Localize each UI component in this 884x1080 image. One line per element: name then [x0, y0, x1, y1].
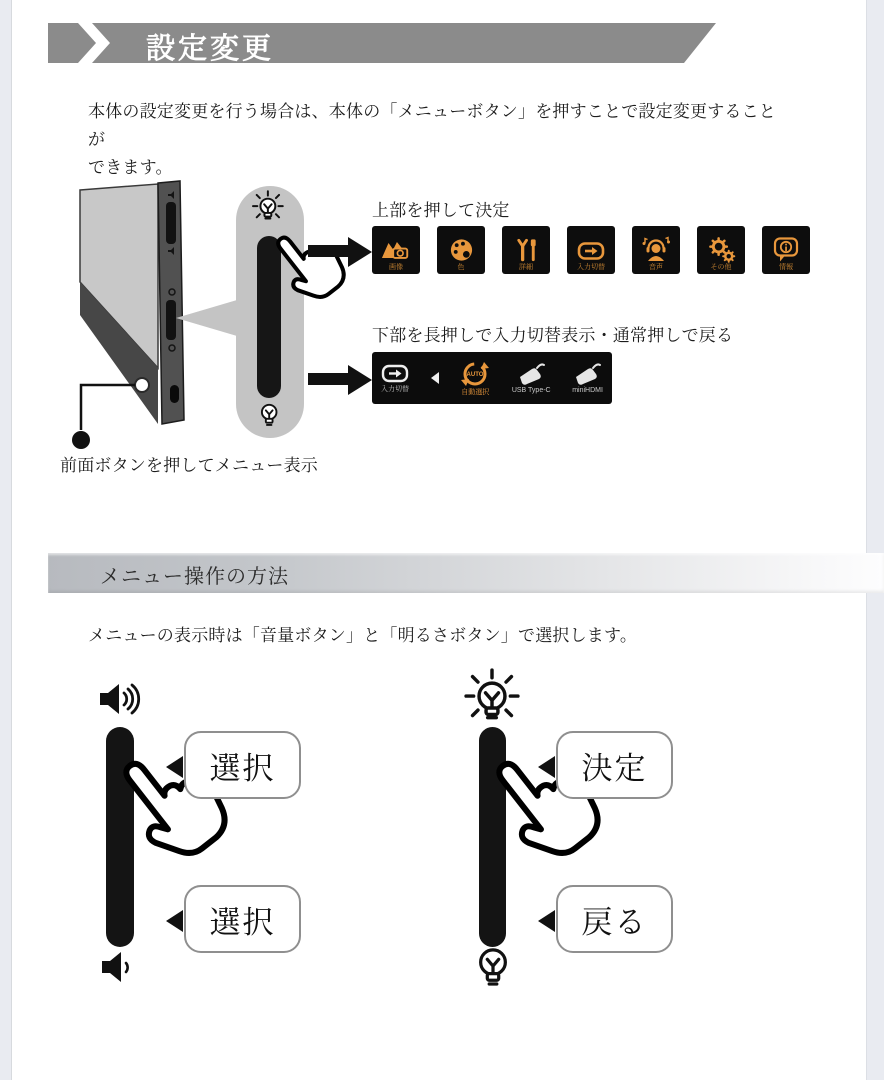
bubble-label: 決定 — [581, 750, 648, 786]
intro-line2: できます。 — [88, 158, 173, 177]
osd-tile-label: 音声 — [649, 264, 663, 271]
osd-tile-input-switch — [567, 226, 615, 274]
input-bar-label: miniHDMI — [572, 386, 603, 394]
pill-rocker-bar — [257, 236, 281, 398]
input-bar-label: USB Type-C — [511, 386, 551, 394]
osd-tile-label: 入力切替 — [577, 264, 605, 271]
bubble-pointer-icon — [166, 910, 183, 932]
hdmi-connector-icon — [574, 362, 601, 386]
edge-brightness-rocker — [166, 300, 176, 340]
bubble-pointer-icon — [538, 756, 555, 778]
brightness-bottom-bubble — [556, 885, 673, 953]
osd-tile-detail — [502, 226, 550, 274]
input-bar-item-auto-select — [460, 360, 490, 397]
arrow-right-icon — [308, 365, 372, 395]
auto-select-icon — [460, 360, 490, 388]
intro-line1: 本体の設定変更を行う場合は、本体の「メニューボタン」を押すことで設定変更することが — [88, 102, 776, 149]
bubble-label: 選択 — [209, 750, 276, 786]
osd-tile-picture — [372, 226, 420, 274]
volume-top-bubble — [184, 731, 301, 799]
input-bar-label: 入力切替 — [381, 386, 409, 393]
input-switch-icon — [576, 238, 606, 263]
section-title: メニュー操作の方法 — [100, 566, 289, 588]
edge-volume-rocker — [166, 202, 176, 244]
callout-dot — [72, 431, 90, 449]
menu-instruction: メニューの表示時は「音量ボタン」と「明るさボタン」で選択します。 — [88, 626, 638, 645]
osd-tile-information — [762, 226, 810, 274]
info-bubble-icon — [772, 236, 800, 263]
bubble-pointer-icon — [538, 910, 555, 932]
volume-up-icon — [98, 680, 144, 718]
volume-bottom-bubble — [184, 885, 301, 953]
tools-icon — [513, 237, 540, 263]
section-banner — [48, 20, 738, 66]
top-action-label: 上部を押して決定 — [372, 201, 510, 220]
brightness-top-bubble — [556, 731, 673, 799]
picture-icon — [381, 236, 411, 263]
osd-tile-label: 詳細 — [519, 264, 533, 271]
gears-icon — [707, 236, 736, 263]
intro-paragraph — [88, 98, 788, 182]
cursor-left-icon — [431, 372, 439, 384]
volume-down-icon — [100, 948, 140, 986]
input-bar-item-mini-hdmi — [572, 362, 603, 395]
bubble-label: 戻る — [581, 904, 648, 940]
input-bar-label: 自動選択 — [461, 388, 490, 396]
input-bar-item-input-switch — [381, 362, 409, 394]
color-palette-icon — [448, 237, 475, 263]
audio-headset-icon — [641, 237, 671, 263]
brightness-up-icon — [464, 668, 520, 722]
page-title: 設定変更 — [146, 33, 275, 65]
osd-tile-label: その他 — [710, 264, 732, 271]
osd-tile-other — [697, 226, 745, 274]
page-left-margin — [0, 0, 12, 1080]
callout-leader-line — [81, 385, 135, 430]
bubble-label: 選択 — [209, 904, 276, 940]
usb-port — [170, 385, 179, 403]
front-menu-button — [135, 378, 149, 392]
section-header-bar — [48, 553, 884, 593]
bottom-action-label: 下部を長押しで入力切替表示・通常押しで戻る — [372, 326, 734, 345]
page-right-margin — [866, 0, 884, 1080]
osd-menu-strip — [372, 226, 810, 274]
input-switch-osd-bar — [372, 352, 612, 404]
pill-callout-pointer — [176, 300, 237, 336]
osd-tile-label: 色 — [457, 264, 465, 271]
osd-tile-label: 情報 — [779, 264, 793, 271]
front-button-caption: 前面ボタンを押してメニュー表示 — [60, 456, 318, 475]
input-switch-icon — [381, 362, 409, 385]
osd-tile-color — [437, 226, 485, 274]
bubble-pointer-icon — [166, 756, 183, 778]
osd-tile-audio — [632, 226, 680, 274]
monitor-side-diagram — [60, 178, 380, 478]
input-bar-item-usb-type-c — [512, 362, 551, 395]
brightness-down-icon — [474, 944, 512, 988]
type-c-connector-icon — [518, 362, 545, 386]
auto-badge-text: AUTO — [466, 371, 484, 378]
osd-tile-label: 画像 — [389, 264, 403, 271]
